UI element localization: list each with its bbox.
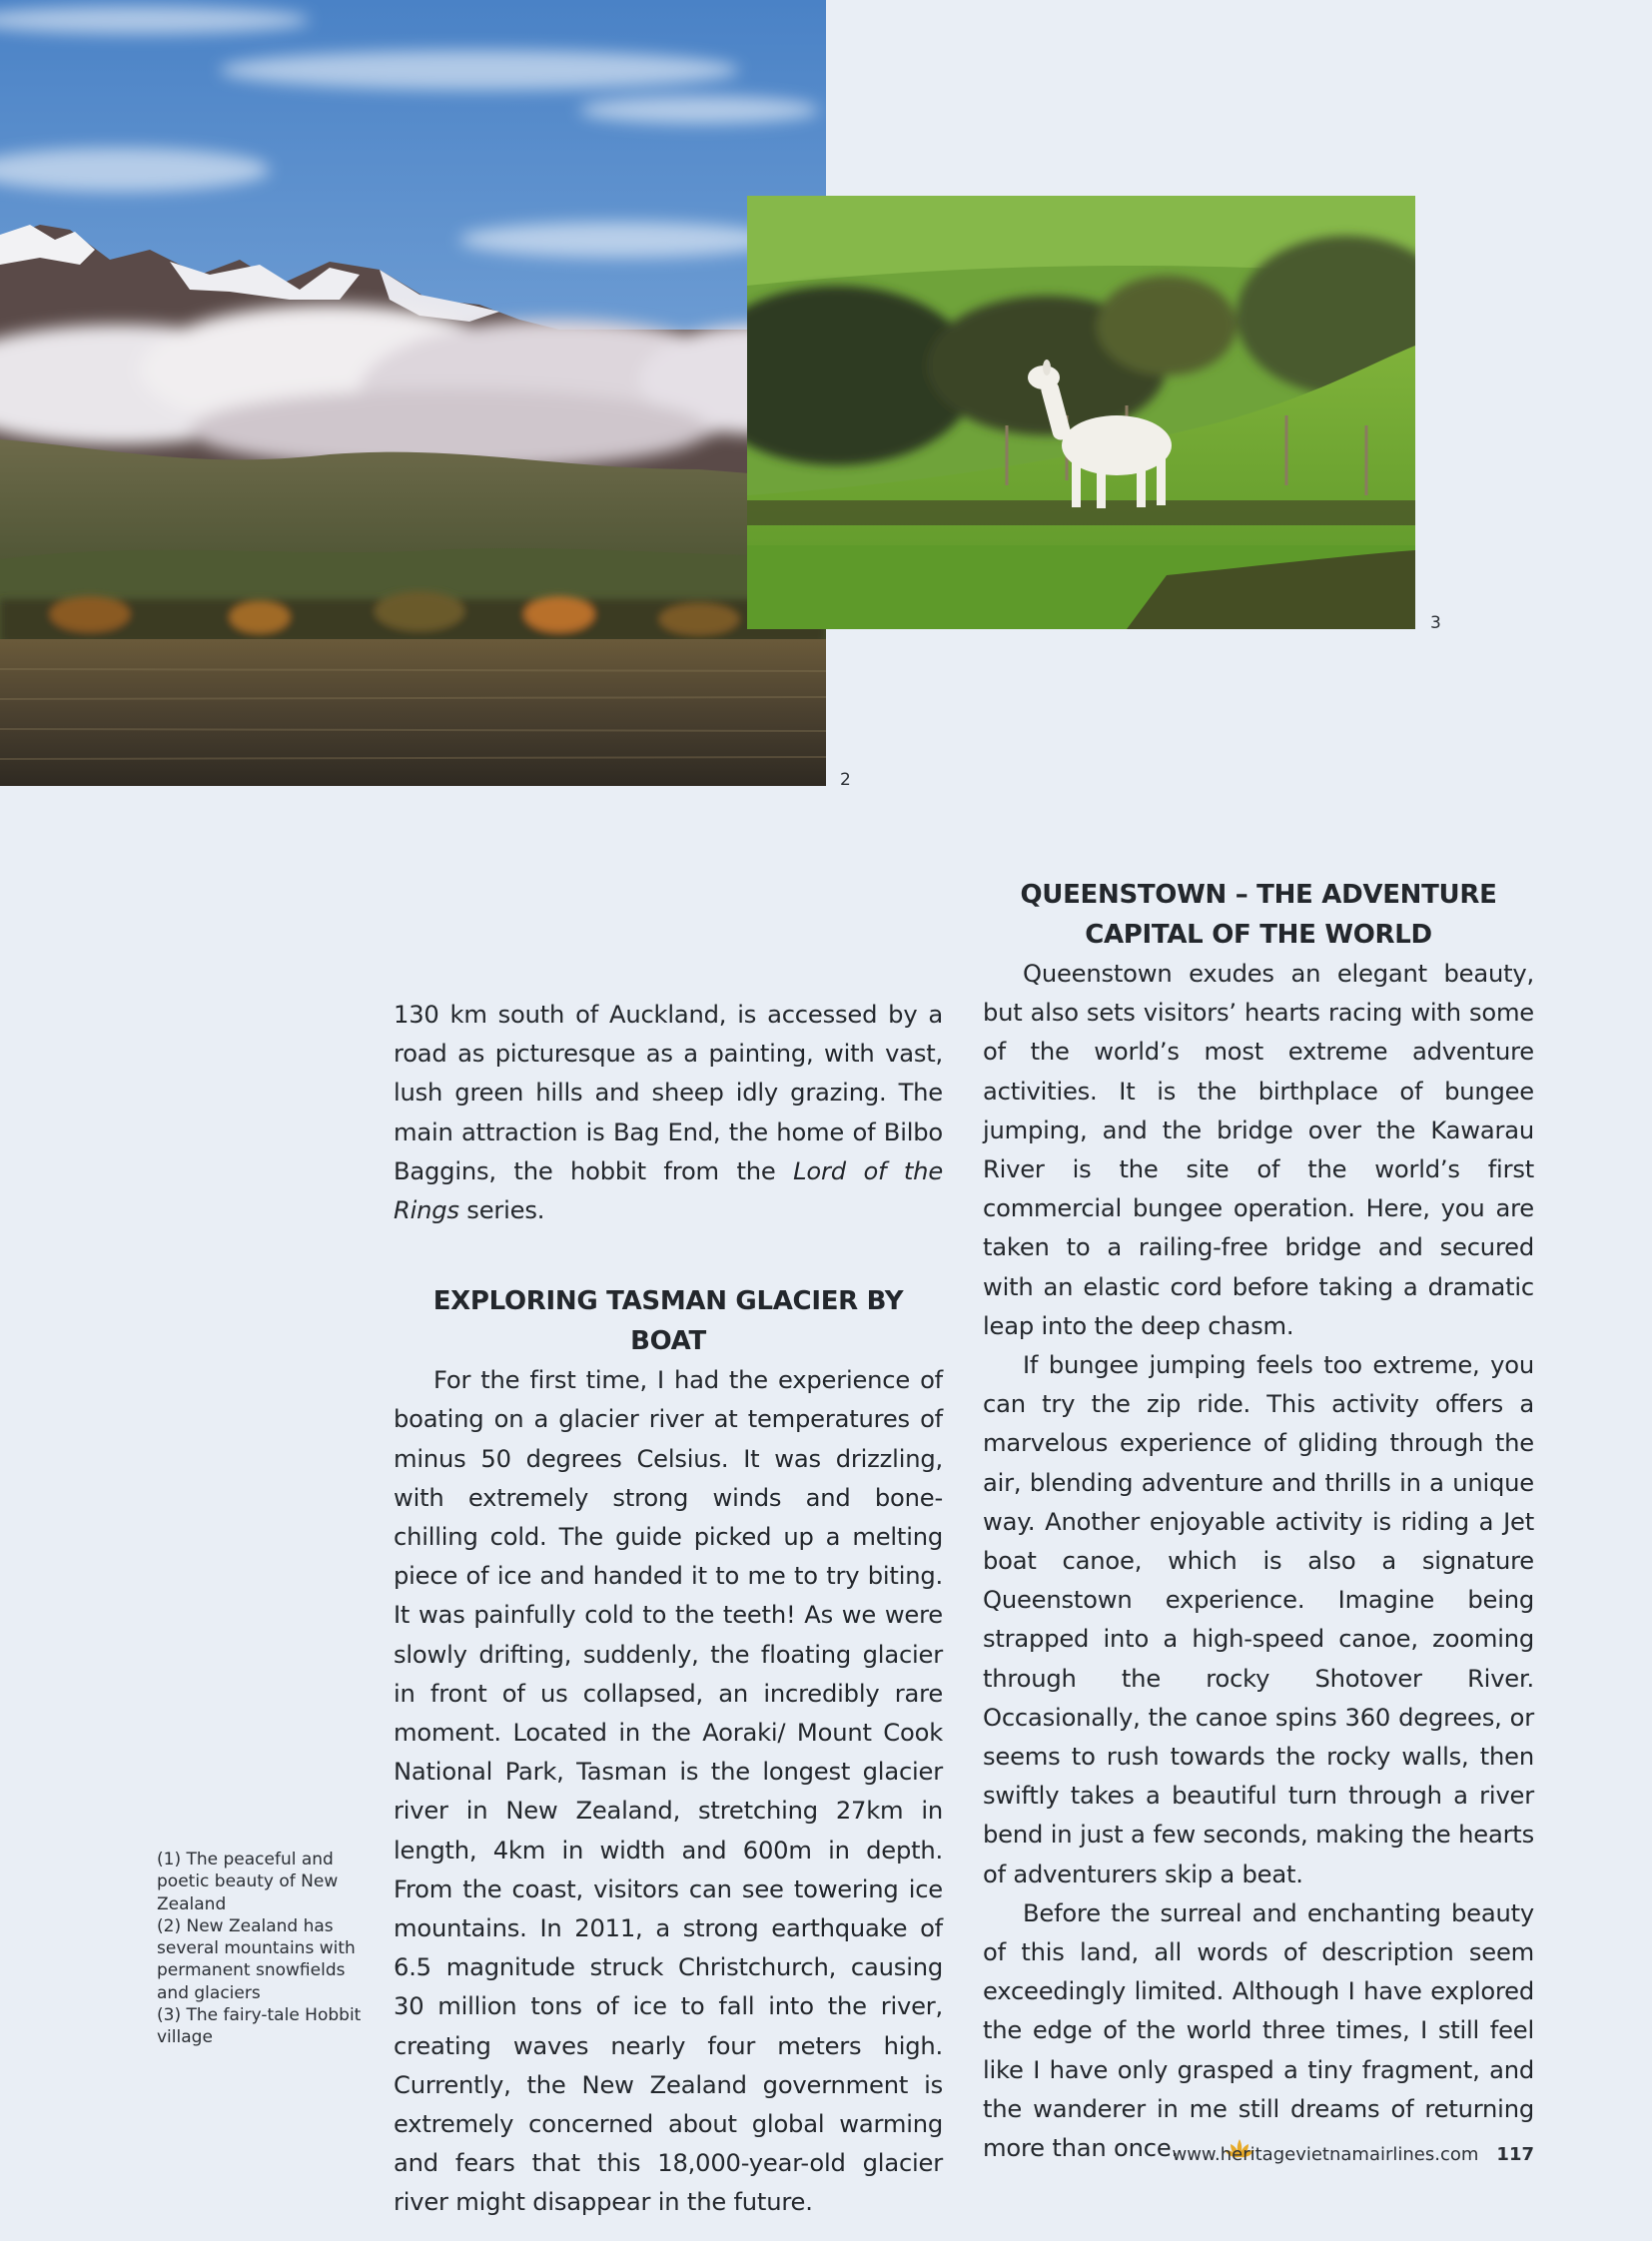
queenstown-paragraph-1: Queenstown exudes an elegant beauty, but also sets visitors’ hearts racing with some of the world’s most extreme adventure activities. It is the birthplace of bungee jumping, and the bridge over the Kawarau River is the site of the world’s first commercial bungee operation. Here, you are taken to a railing-free bridge and secured with an elastic cord before taking a dramatic leap into the deep chasm.	[983, 960, 1534, 1340]
photo-number-2: 2	[840, 770, 851, 790]
book-title: Lord of the Rings	[394, 1156, 943, 1225]
queenstown-paragraph-3	[983, 1894, 1534, 2171]
photo-captions	[157, 1849, 372, 2049]
caption-3: (3) The fairy-tale Hobbit village	[157, 2005, 362, 2048]
photo-mountain-lake	[0, 0, 826, 786]
right-column	[983, 875, 1534, 2171]
closing-text: Before the surreal and enchanting beauty of this land, all words of description seem exceedingly limited. Although I have explored the edge of the world three times, I still feel like I have only grasped a tiny fragment, and the wanderer in me still dreams of returning more than once.	[983, 1898, 1534, 2163]
left-column	[394, 996, 943, 2223]
photo-number-3: 3	[1430, 613, 1441, 633]
heading-line-1: QUEENSTOWN – THE ADVENTURE	[1020, 880, 1497, 910]
website-url: www.heritagevietnamairlines.com	[1172, 2144, 1479, 2165]
intro-text-end: series.	[458, 1196, 545, 1225]
tasman-paragraph: For the first time, I had the experience of boating on a glacier river at temperatures of minus 50 degrees Celsius. It was drizzling, with extremely strong winds and bone-chilling cold. The guide picked up a melting piece of ice and handed it to me to try biting. It was painfully cold to the teeth! As we were slowly drifting, suddenly, the floating glacier in front of us collapsed, an incredibly rare moment. Located in the Aoraki/ Mount Cook National Park, Tasman is the longest glacier river in New Zealand, stretching 27km in length, 4km in width and 600m in depth. From the coast, visitors can see towering ice mountains. In 2011, a strong earthquake of 6.5 magnitude struck Christchurch, causing 30 million tons of ice to fall into the river, creating waves nearly four meters high. Currently, the New Zealand government is extremely concerned about global warming and fears that this 18,000-year-old glacier river might disappear in the future.	[394, 1366, 943, 2217]
section-heading-queenstown	[983, 875, 1534, 955]
section-heading-tasman: EXPLORING TASMAN GLACIER BY BOAT	[432, 1286, 904, 1357]
page-number: 117	[1496, 2144, 1534, 2165]
queenstown-paragraph-2: If bungee jumping feels too extreme, you can try the zip ride. This activity offers a marvelous experience of gliding through the air, blending adventure and thrills in a unique way. Another enjoyable activity is riding a Jet boat canoe, which is also a signature Queenstown experience. Imagine being strapped into a high-speed canoe, zooming through the rocky Shotover River. Occasionally, the canoe spins 360 degrees, or seems to rush towards the rocky walls, then swiftly takes a beautiful turn through a river bend in just a few seconds, making the hearts of adventurers skip a beat.	[983, 1351, 1534, 1888]
caption-2: (2) New Zealand has several mountains with permanent snowfields and glaciers	[157, 1915, 356, 2003]
heading-line-2: CAPITAL OF THE WORLD	[1085, 920, 1432, 950]
page-footer	[1172, 2144, 1534, 2165]
intro-text: 130 km south of Auckland, is accessed by a road as picturesque as a painting, with vast, lush green hills and sheep idly grazing. The main attraction is Bag End, the home of Bilbo Baggins, the hobbit from the	[394, 1001, 943, 1185]
caption-1: (1) The peaceful and poetic beauty of New Zealand	[157, 1850, 339, 1914]
intro-paragraph	[394, 996, 943, 1230]
photo-alpaca	[747, 196, 1415, 629]
